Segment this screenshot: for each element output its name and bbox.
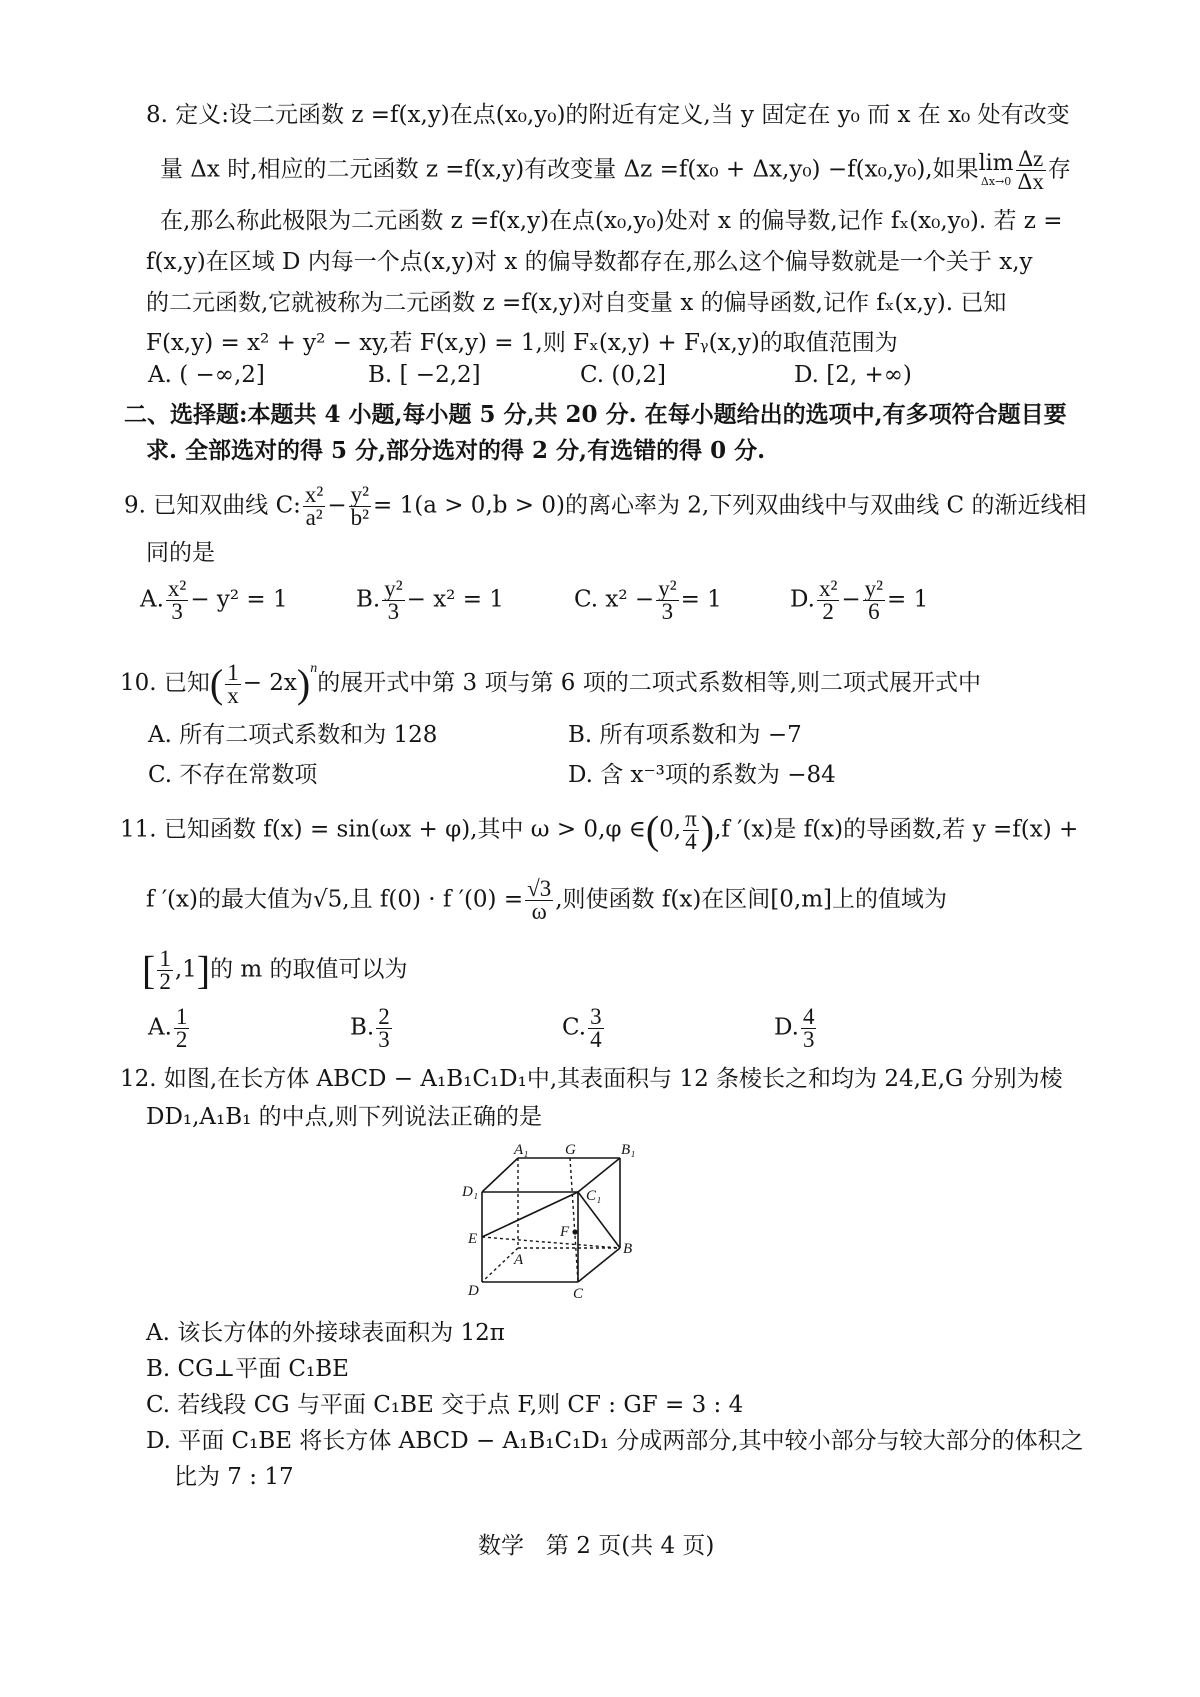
q10-rparen: )	[296, 661, 311, 706]
q9-f1-den: a²	[305, 505, 323, 530]
q9-frac-1	[303, 484, 325, 529]
q10-lparen: (	[209, 661, 224, 706]
cuboid-figure	[448, 1140, 648, 1310]
q11-option-c	[562, 1006, 606, 1051]
q11-opt-b-label: B.	[350, 1014, 375, 1041]
q11-opt-c-den: 4	[590, 1027, 602, 1052]
q10-option-c: C. 不存在常数项	[148, 762, 318, 788]
label-f: F	[560, 1224, 570, 1240]
q8-limit-fraction	[1016, 148, 1046, 193]
q12-line-1: 12. 如图,在长方体 ABCD − A₁B₁C₁D₁中,其表面积与 12 条棱长之和均为 24,E,G 分别为棱	[120, 1066, 1063, 1092]
q12-option-b: B. CG⊥平面 C₁BE	[146, 1356, 349, 1382]
q9-post: = 1(a > 0,b > 0)的离心率为 2,下列双曲线中与双曲线 C 的渐近线相	[373, 492, 1087, 519]
q8-line-5: 的二元函数,它就被称为二元函数 z =f(x,y)对自变量 x 的偏导函数,记作 fₓ(x,y). 已知	[146, 290, 1007, 316]
q9-opt-c-num: y²	[658, 576, 677, 601]
q9-opt-b-num: y²	[384, 576, 403, 601]
q11-opt-a-label: A.	[148, 1014, 172, 1041]
q8-option-d: D. [2, +∞)	[794, 362, 912, 388]
q10-line-1	[120, 654, 981, 707]
label-g: G	[565, 1142, 576, 1158]
label-c: C	[573, 1286, 584, 1302]
q11-option-a	[148, 1006, 191, 1051]
q8-option-b: B. [ −2,2]	[368, 362, 481, 388]
q9-opt-a-den: 3	[171, 599, 183, 624]
q11-option-b	[350, 1006, 394, 1051]
q11-opt-d-label: D.	[774, 1014, 799, 1041]
q11-l3-rbracket: ]	[196, 947, 211, 993]
q9-opt-d-minus: −	[841, 586, 861, 613]
q9-opt-d-label: D.	[790, 586, 815, 613]
q8-line-2-end: 存	[1047, 156, 1071, 183]
q9-line-2: 同的是	[146, 540, 215, 566]
q12-option-c: C. 若线段 CG 与平面 C₁BE 交于点 F,则 CF : GF = 3 : 4	[146, 1392, 744, 1418]
q8-lim: lim	[978, 150, 1014, 176]
page-footer: 数学 第 2 页(共 4 页)	[478, 1533, 715, 1559]
q9-opt-c-frac	[656, 578, 678, 623]
q11-opt-a-num: 1	[175, 1004, 188, 1029]
q11-opt-b-num: 2	[378, 1004, 390, 1029]
q8-option-c: C. (0,2]	[580, 362, 666, 388]
q11-line-2-post: ,则使函数 f(x)在区间[0,m]上的值域为	[555, 886, 947, 913]
q9-opt-b-den: 3	[387, 599, 400, 624]
q11-line-1	[120, 808, 1078, 853]
q11-int-lparen: (	[645, 807, 660, 853]
q9-opt-b-label: B.	[356, 586, 381, 613]
q8-line-2	[160, 148, 1071, 193]
q11-option-d	[774, 1006, 818, 1051]
q9-pre: 9. 已知双曲线 C:	[124, 492, 301, 519]
q9-opt-d-frac-1	[817, 578, 839, 623]
q8-line-2-text: 量 Δx 时,相应的二元函数 z =f(x,y)有改变量 Δz =f(x₀ + Δx,y₀) −f(x₀,y₀),如果	[160, 156, 979, 183]
label-a1: A₁	[514, 1142, 529, 1158]
q9-opt-d-num-2: y²	[864, 576, 884, 601]
label-b: B	[623, 1241, 633, 1257]
q11-opt-d-num: 4	[802, 1004, 815, 1029]
section2-line-2: 求. 全部选对的得 5 分,部分选对的得 2 分,有选错的得 0 分.	[146, 437, 766, 464]
q9-f2-den: b²	[350, 505, 370, 530]
q11-l2-den: ω	[531, 899, 547, 924]
q9-option-c	[574, 578, 722, 623]
q11-int-num: π	[685, 806, 697, 831]
q9-option-b	[356, 578, 504, 623]
label-e: E	[468, 1231, 478, 1247]
label-d: D	[468, 1283, 479, 1299]
q12-option-d: D. 平面 C₁BE 将长方体 ABCD − A₁B₁C₁D₁ 分成两部分,其中较小部分与较大部分的体积之	[146, 1428, 1084, 1454]
q11-line-3	[142, 948, 408, 993]
q8-lim-sub: Δx→0	[980, 174, 1012, 188]
q8-line-1: 8. 定义:设二元函数 z =f(x,y)在点(x₀,y₀)的附近有定义,当 y 固定在 y₀ 而 x 在 x₀ 处有改变	[146, 102, 1070, 128]
q11-opt-a-frac	[174, 1006, 190, 1051]
q11-opt-b-den: 3	[378, 1027, 390, 1052]
q9-f1-num: x²	[304, 482, 324, 507]
q11-int-start: 0,	[659, 816, 682, 843]
q8-frac-num: Δz	[1016, 148, 1046, 171]
q10-option-b: B. 所有项系数和为 −7	[568, 722, 802, 748]
q9-opt-a-num: x²	[167, 576, 187, 601]
q11-l3-den: 2	[159, 969, 171, 994]
q11-line-2-frac	[525, 878, 553, 923]
q10-exponent: n	[310, 661, 318, 676]
q11-opt-c-label: C.	[562, 1014, 587, 1041]
q9-minus: −	[327, 492, 347, 519]
label-a: A	[514, 1252, 524, 1268]
q9-opt-b-post: − x² = 1	[406, 586, 504, 613]
q10-post: 的展开式中第 3 项与第 6 项的二项式系数相等,则二项式展开式中	[317, 670, 982, 696]
q9-opt-a-label: A.	[140, 586, 164, 613]
q9-opt-c-den: 3	[661, 599, 674, 624]
label-c1: C₁	[586, 1188, 602, 1204]
q9-opt-d-num-1: x²	[818, 576, 838, 601]
q11-opt-b-frac	[376, 1006, 392, 1051]
q11-line-2	[146, 878, 947, 923]
q11-opt-c-frac	[588, 1006, 604, 1051]
q10-inner: − 2x	[242, 670, 297, 696]
q9-opt-d-frac-2	[863, 578, 885, 623]
q11-l3-lbracket: [	[142, 947, 156, 993]
q12-line-2: DD₁,A₁B₁ 的中点,则下列说法正确的是	[146, 1104, 542, 1130]
q9-opt-c-post: = 1	[680, 586, 722, 613]
q10-option-d: D. 含 x⁻³项的系数为 −84	[568, 762, 836, 788]
q11-l3-mid: ,1	[174, 956, 197, 983]
label-d1: D₁	[462, 1184, 479, 1200]
q11-l3-num: 1	[159, 946, 171, 971]
q12-option-d-continued: 比为 7 : 17	[174, 1464, 294, 1490]
q9-line-1	[124, 484, 1086, 529]
q8-line-4: f(x,y)在区域 D 内每一个点(x,y)对 x 的偏导数都存在,那么这个偏导数就是一个关于 x,y	[146, 249, 1033, 275]
q9-option-d	[790, 578, 928, 623]
q11-line-3-post: 的 m 的取值可以为	[210, 956, 408, 983]
q10-pre: 10. 已知	[120, 670, 210, 696]
q8-line-6: F(x,y) = x² + y² − xy,若 F(x,y) = 1,则 Fₓ(x,y) + Fᵧ(x,y)的取值范围为	[146, 330, 898, 356]
q9-option-a	[140, 578, 288, 623]
point-f	[572, 1229, 577, 1234]
q11-l2-num: √3	[527, 876, 552, 901]
q8-frac-den: Δx	[1017, 169, 1044, 194]
q9-opt-d-den-1: 2	[822, 599, 834, 624]
q12-option-a: A. 该长方体的外接球表面积为 12π	[146, 1320, 505, 1346]
q10-frac-den: x	[227, 682, 239, 708]
q9-f2-num: y²	[350, 482, 370, 507]
q11-line-1-pre: 11. 已知函数 f(x) = sin(ωx + φ),其中 ω > 0,φ ∈	[120, 816, 646, 843]
q9-frac-2	[349, 484, 371, 529]
q11-line-1-post: ,f ′(x)是 f(x)的导函数,若 y =f(x) +	[714, 816, 1079, 843]
q11-opt-d-den: 3	[802, 1027, 815, 1052]
q9-opt-c-label: C. x² −	[574, 586, 655, 613]
q9-opt-b-frac	[382, 578, 404, 623]
q10-frac	[225, 659, 241, 708]
q10-frac-num: 1	[227, 659, 239, 685]
q11-line-2-pre: f ′(x)的最大值为√5,且 f(0) · f ′(0) =	[146, 886, 524, 913]
q11-l3-frac	[157, 948, 173, 993]
q11-int-rparen: )	[700, 807, 715, 853]
label-b1: B₁	[621, 1142, 636, 1158]
q10-option-a: A. 所有二项式系数和为 128	[148, 722, 438, 748]
q9-opt-a-post: − y² = 1	[190, 586, 288, 613]
section2-line-1: 二、选择题:本题共 4 小题,每小题 5 分,共 20 分. 在每小题给出的选项中,有多项符合题目要	[124, 401, 1067, 428]
q8-option-a: A. ( −∞,2]	[148, 362, 265, 388]
q9-opt-d-post: = 1	[887, 586, 929, 613]
q11-opt-c-num: 3	[590, 1004, 602, 1029]
q9-opt-a-frac	[166, 578, 188, 623]
q9-opt-d-den-2: 6	[868, 599, 880, 624]
q11-int-den: 4	[685, 829, 697, 854]
q8-line-3: 在,那么称此极限为二元函数 z =f(x,y)在点(x₀,y₀)处对 x 的偏导数,记作 fₓ(x₀,y₀). 若 z =	[160, 208, 1063, 234]
q11-int-frac	[683, 808, 699, 853]
q11-opt-a-den: 2	[175, 1027, 188, 1052]
q11-opt-d-frac	[801, 1006, 817, 1051]
